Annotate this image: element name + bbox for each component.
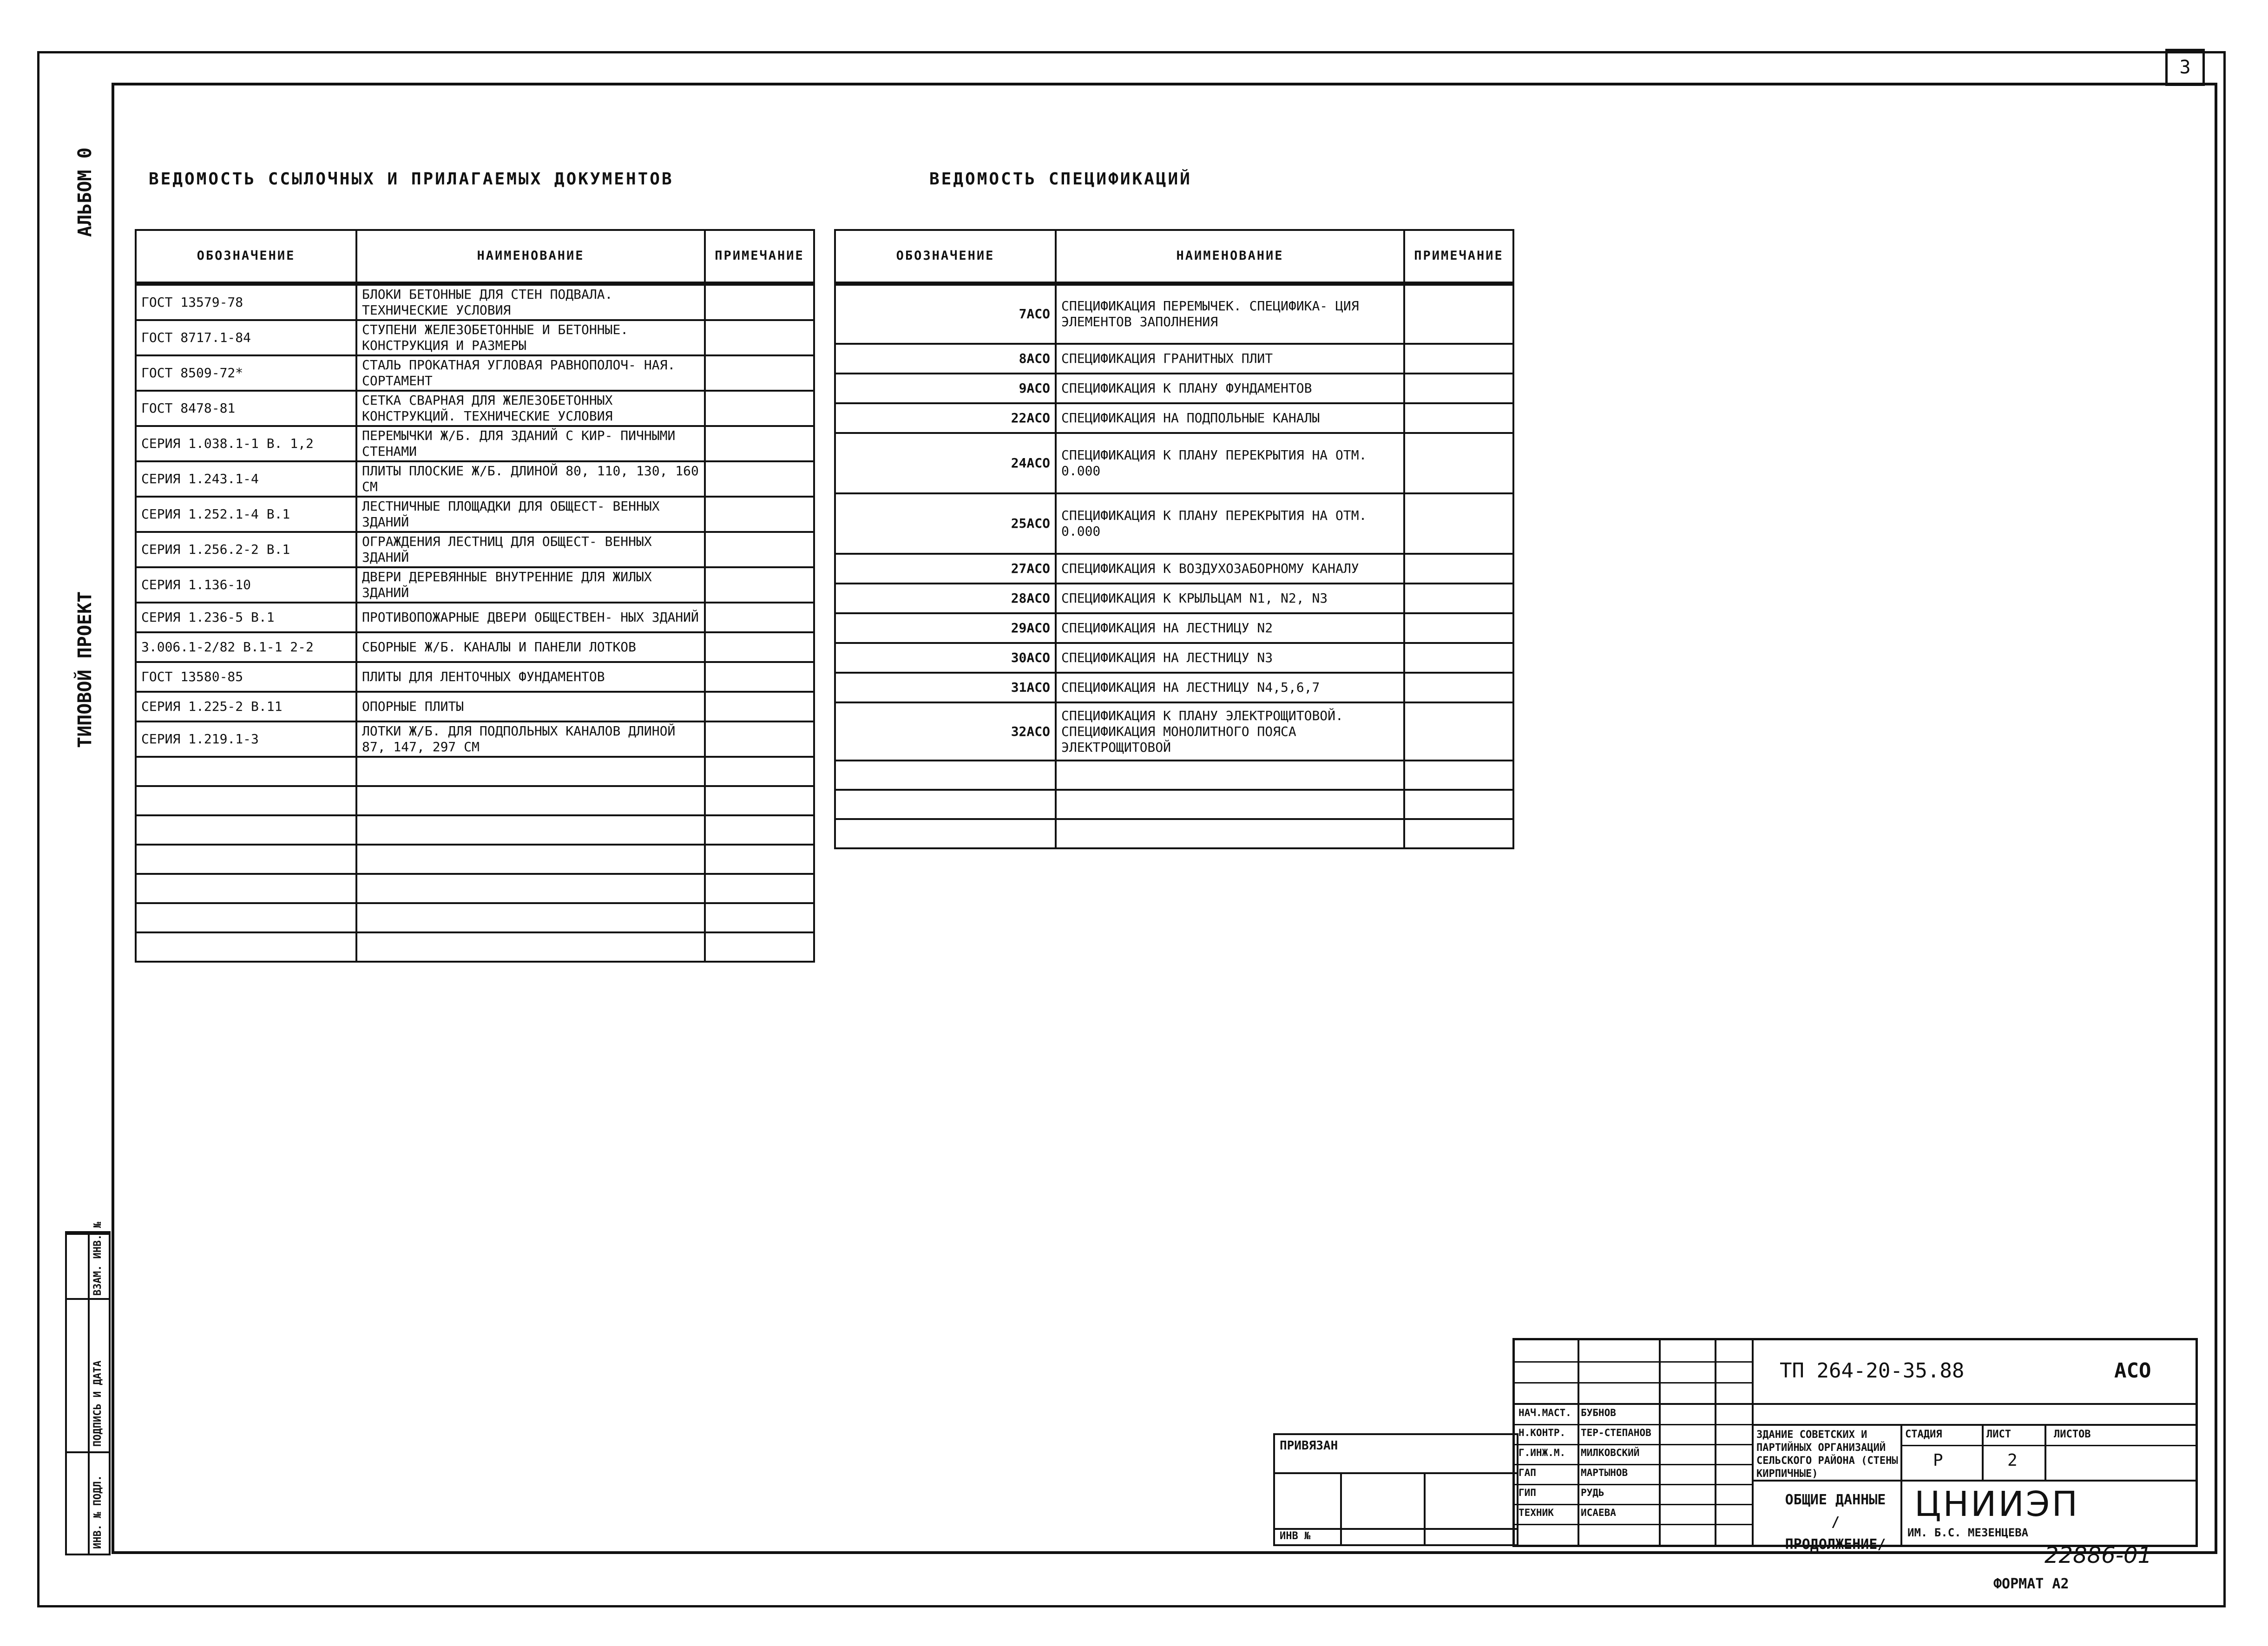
album-label: АЛЬБОМ 0 bbox=[74, 147, 96, 237]
table-row bbox=[136, 497, 814, 532]
cell-designation: 25АСО bbox=[835, 493, 1056, 554]
cell-designation: ГОСТ 8478-81 bbox=[136, 391, 356, 426]
cell-note bbox=[1404, 702, 1513, 761]
table-row bbox=[835, 643, 1513, 673]
cell-designation: 27АСО bbox=[835, 554, 1056, 584]
table-row bbox=[136, 461, 814, 497]
cell-designation: 28АСО bbox=[835, 584, 1056, 613]
project-code: ТП 264-20-35.88 bbox=[1780, 1359, 1965, 1383]
cell-designation: СЕРИЯ 1.243.1-4 bbox=[136, 461, 356, 497]
strip-inv-label: ИНВ. № ПОДЛ. bbox=[92, 1475, 104, 1549]
cell-note bbox=[705, 497, 814, 532]
cell-designation: 9АСО bbox=[835, 374, 1056, 403]
table-row bbox=[835, 344, 1513, 374]
cell-designation: СЕРИЯ 1.219.1-3 bbox=[136, 721, 356, 757]
table-row bbox=[136, 632, 814, 662]
cell-name: СПЕЦИФИКАЦИЯ К ВОЗДУХОЗАБОРНОМУ КАНАЛУ bbox=[1056, 554, 1404, 584]
cell-name: ДВЕРИ ДЕРЕВЯННЫЕ ВНУТРЕННИЕ ДЛЯ ЖИЛЫХ ЗДАНИЙ bbox=[356, 567, 705, 603]
organization-logo: ЦНИИЭП bbox=[1914, 1484, 2080, 1524]
cell-note bbox=[705, 603, 814, 632]
role-title: НАЧ.МАСТ. bbox=[1519, 1407, 1571, 1418]
cell-name: ПЛИТЫ ПЛОСКИЕ Ж/Б. ДЛИНОЙ 80, 110, 130, 160 СМ bbox=[356, 461, 705, 497]
cell-name: СПЕЦИФИКАЦИЯ ПЕРЕМЫЧЕК. СПЕЦИФИКА- ЦИЯ ЭЛЕМЕНТОВ ЗАПОЛНЕНИЯ bbox=[1056, 283, 1404, 344]
cell-note bbox=[705, 461, 814, 497]
table-row bbox=[835, 493, 1513, 554]
specifications-table bbox=[834, 229, 1514, 849]
table-row bbox=[136, 355, 814, 391]
cell-designation: СЕРИЯ 1.225-2 В.11 bbox=[136, 692, 356, 721]
empty-row bbox=[835, 761, 1513, 790]
cell-note bbox=[705, 632, 814, 662]
empty-row bbox=[136, 903, 814, 932]
table-row bbox=[835, 702, 1513, 761]
role-name: ИСАЕВА bbox=[1581, 1507, 1616, 1518]
role-title: Н.КОНТР. bbox=[1519, 1427, 1566, 1438]
role-name: БУБНОВ bbox=[1581, 1407, 1616, 1418]
binding-block bbox=[1273, 1433, 1519, 1546]
table-row bbox=[835, 613, 1513, 643]
cell-name: ЛЕСТНИЧНЫЕ ПЛОЩАДКИ ДЛЯ ОБЩЕСТ- ВЕННЫХ ЗДАНИЙ bbox=[356, 497, 705, 532]
sheet-title: ОБЩИЕ ДАННЫЕ /ПРОДОЛЖЕНИЕ/ bbox=[1785, 1492, 1886, 1553]
table-row bbox=[136, 320, 814, 355]
cell-name: СПЕЦИФИКАЦИЯ ГРАНИТНЫХ ПЛИТ bbox=[1056, 344, 1404, 374]
table-row bbox=[136, 567, 814, 603]
cell-designation: СЕРИЯ 1.252.1-4 В.1 bbox=[136, 497, 356, 532]
document-mark: АСО bbox=[2114, 1359, 2151, 1383]
cell-name: ПЛИТЫ ДЛЯ ЛЕНТОЧНЫХ ФУНДАМЕНТОВ bbox=[356, 662, 705, 692]
cell-name: ПРОТИВОПОЖАРНЫЕ ДВЕРИ ОБЩЕСТВЕН- НЫХ ЗДАНИЙ bbox=[356, 603, 705, 632]
cell-note bbox=[1404, 403, 1513, 433]
cell-designation: 31АСО bbox=[835, 673, 1056, 702]
empty-row bbox=[136, 786, 814, 815]
cell-name: БЛОКИ БЕТОННЫЕ ДЛЯ СТЕН ПОДВАЛА. ТЕХНИЧЕСКИЕ УСЛОВИЯ bbox=[356, 283, 705, 320]
cell-designation: ГОСТ 8717.1-84 bbox=[136, 320, 356, 355]
cell-note bbox=[705, 532, 814, 567]
col-header-name: НАИМЕНОВАНИЕ bbox=[356, 230, 705, 283]
empty-row bbox=[136, 815, 814, 845]
cell-note bbox=[1404, 554, 1513, 584]
cell-name: СТАЛЬ ПРОКАТНАЯ УГЛОВАЯ РАВНОПОЛОЧ- НАЯ. СОРТАМЕНТ bbox=[356, 355, 705, 391]
cell-designation: 29АСО bbox=[835, 613, 1056, 643]
empty-row bbox=[835, 819, 1513, 848]
cell-designation: 24АСО bbox=[835, 433, 1056, 493]
role-name: МАРТЫНОВ bbox=[1581, 1467, 1628, 1478]
cell-note bbox=[1404, 613, 1513, 643]
cell-name: ЛОТКИ Ж/Б. ДЛЯ ПОДПОЛЬНЫХ КАНАЛОВ ДЛИНОЙ 87, 147, 297 СМ bbox=[356, 721, 705, 757]
cell-name: ОГРАЖДЕНИЯ ЛЕСТНИЦ ДЛЯ ОБЩЕСТ- ВЕННЫХ ЗДАНИЙ bbox=[356, 532, 705, 567]
reference-documents-table bbox=[135, 229, 815, 963]
table-row bbox=[835, 403, 1513, 433]
cell-note bbox=[1404, 673, 1513, 702]
cell-name: СПЕЦИФИКАЦИЯ НА ЛЕСТНИЦУ N2 bbox=[1056, 613, 1404, 643]
role-title: Г.ИНЖ.М. bbox=[1519, 1447, 1566, 1458]
cell-note bbox=[1404, 344, 1513, 374]
cell-name: СЕТКА СВАРНАЯ ДЛЯ ЖЕЛЕЗОБЕТОННЫХ КОНСТРУКЦИЙ. ТЕХНИЧЕСКИЕ УСЛОВИЯ bbox=[356, 391, 705, 426]
approval-strip bbox=[65, 1222, 111, 1555]
cell-note bbox=[705, 662, 814, 692]
stage-label: СТАДИЯ bbox=[1905, 1429, 1942, 1440]
col-header-note: ПРИМЕЧАНИЕ bbox=[1404, 230, 1513, 283]
inv-label: ИНВ № bbox=[1280, 1530, 1311, 1542]
table-row bbox=[136, 603, 814, 632]
role-title: ГИП bbox=[1519, 1487, 1536, 1498]
cell-note bbox=[1404, 374, 1513, 403]
cell-note bbox=[705, 355, 814, 391]
table-row bbox=[136, 692, 814, 721]
col-header-designation: ОБОЗНАЧЕНИЕ bbox=[136, 230, 356, 283]
table-row bbox=[835, 433, 1513, 493]
table-row bbox=[136, 662, 814, 692]
format-label: ФОРМАТ А2 bbox=[1993, 1576, 2069, 1592]
cell-name: СПЕЦИФИКАЦИЯ НА ЛЕСТНИЦУ N4,5,6,7 bbox=[1056, 673, 1404, 702]
left-table-title: ВЕДОМОСТЬ ССЫЛОЧНЫХ И ПРИЛАГАЕМЫХ ДОКУМЕНТОВ bbox=[149, 170, 674, 189]
sheet-label: ЛИСТ bbox=[1986, 1429, 2011, 1440]
cell-note bbox=[705, 692, 814, 721]
cell-note bbox=[1404, 283, 1513, 344]
cell-note bbox=[705, 283, 814, 320]
cell-name: СТУПЕНИ ЖЕЛЕЗОБЕТОННЫЕ И БЕТОННЫЕ. КОНСТРУКЦИЯ И РАЗМЕРЫ bbox=[356, 320, 705, 355]
archive-number: 22886-01 bbox=[2044, 1542, 2152, 1568]
project-type-label: ТИПОВОЙ ПРОЕКТ bbox=[74, 591, 96, 748]
cell-note bbox=[705, 320, 814, 355]
role-title: ГАП bbox=[1519, 1467, 1536, 1478]
table-row bbox=[835, 374, 1513, 403]
building-name: ЗДАНИЕ СОВЕТСКИХ И ПАРТИЙНЫХ ОРГАНИЗАЦИЙ СЕЛЬСКОГО РАЙОНА (СТЕНЫ КИРПИЧНЫЕ) bbox=[1756, 1429, 1898, 1480]
table-row bbox=[835, 283, 1513, 344]
role-name: РУДЬ bbox=[1581, 1487, 1604, 1498]
cell-name: СПЕЦИФИКАЦИЯ К КРЫЛЬЦАМ N1, N2, N3 bbox=[1056, 584, 1404, 613]
cell-designation: СЕРИЯ 1.136-10 bbox=[136, 567, 356, 603]
stage-value: Р bbox=[1933, 1451, 1943, 1470]
binding-label: ПРИВЯЗАН bbox=[1280, 1439, 1338, 1453]
cell-name: СПЕЦИФИКАЦИЯ К ПЛАНУ ЭЛЕКТРОЩИТОВОЙ. СПЕЦИФИКАЦИЯ МОНОЛИТНОГО ПОЯСА ЭЛЕКТРОЩИТОВОЙ bbox=[1056, 702, 1404, 761]
cell-name: ОПОРНЫЕ ПЛИТЫ bbox=[356, 692, 705, 721]
cell-designation: СЕРИЯ 1.256.2-2 В.1 bbox=[136, 532, 356, 567]
col-header-designation: ОБОЗНАЧЕНИЕ bbox=[835, 230, 1056, 283]
cell-designation: 7АСО bbox=[835, 283, 1056, 344]
table-row bbox=[136, 391, 814, 426]
cell-name: СБОРНЫЕ Ж/Б. КАНАЛЫ И ПАНЕЛИ ЛОТКОВ bbox=[356, 632, 705, 662]
cell-name: ПЕРЕМЫЧКИ Ж/Б. ДЛЯ ЗДАНИЙ С КИР- ПИЧНЫМИ СТЕНАМИ bbox=[356, 426, 705, 461]
table-row bbox=[136, 426, 814, 461]
cell-name: СПЕЦИФИКАЦИЯ К ПЛАНУ ПЕРЕКРЫТИЯ НА ОТМ. 0.000 bbox=[1056, 493, 1404, 554]
empty-row bbox=[835, 790, 1513, 819]
table-row bbox=[136, 532, 814, 567]
table-row bbox=[136, 721, 814, 757]
role-title: ТЕХНИК bbox=[1519, 1507, 1554, 1518]
table-row bbox=[835, 584, 1513, 613]
sheet-number: 3 bbox=[2165, 49, 2205, 86]
title-block bbox=[1512, 1338, 2198, 1553]
cell-note bbox=[1404, 433, 1513, 493]
cell-designation: 3.006.1-2/82 В.1-1 2-2 bbox=[136, 632, 356, 662]
role-name: МИЛКОВСКИЙ bbox=[1581, 1447, 1640, 1458]
cell-note bbox=[705, 391, 814, 426]
organization-subtitle: ИМ. Б.С. МЕЗЕНЦЕВА bbox=[1907, 1526, 2029, 1539]
cell-note bbox=[1404, 493, 1513, 554]
cell-designation: СЕРИЯ 1.038.1-1 В. 1,2 bbox=[136, 426, 356, 461]
right-table-title: ВЕДОМОСТЬ СПЕЦИФИКАЦИЙ bbox=[929, 170, 1192, 189]
cell-designation: 30АСО bbox=[835, 643, 1056, 673]
col-header-name: НАИМЕНОВАНИЕ bbox=[1056, 230, 1404, 283]
sheets-label: ЛИСТОВ bbox=[2054, 1429, 2091, 1440]
strip-replace-label: ВЗАМ. ИНВ. № bbox=[92, 1222, 104, 1296]
cell-designation: 22АСО bbox=[835, 403, 1056, 433]
cell-designation: ГОСТ 13579-78 bbox=[136, 283, 356, 320]
cell-name: СПЕЦИФИКАЦИЯ НА ПОДПОЛЬНЫЕ КАНАЛЫ bbox=[1056, 403, 1404, 433]
cell-note bbox=[1404, 584, 1513, 613]
cell-note bbox=[705, 426, 814, 461]
table-row bbox=[835, 554, 1513, 584]
sheet-value: 2 bbox=[2007, 1451, 2018, 1470]
cell-name: СПЕЦИФИКАЦИЯ К ПЛАНУ ПЕРЕКРЫТИЯ НА ОТМ. 0.000 bbox=[1056, 433, 1404, 493]
cell-name: СПЕЦИФИКАЦИЯ К ПЛАНУ ФУНДАМЕНТОВ bbox=[1056, 374, 1404, 403]
col-header-note: ПРИМЕЧАНИЕ bbox=[705, 230, 814, 283]
cell-designation: 8АСО bbox=[835, 344, 1056, 374]
strip-sign-label: ПОДПИСЬ И ДАТА bbox=[92, 1360, 104, 1447]
cell-designation: 32АСО bbox=[835, 702, 1056, 761]
empty-row bbox=[136, 845, 814, 874]
cell-designation: ГОСТ 13580-85 bbox=[136, 662, 356, 692]
cell-note bbox=[1404, 643, 1513, 673]
cell-name: СПЕЦИФИКАЦИЯ НА ЛЕСТНИЦУ N3 bbox=[1056, 643, 1404, 673]
cell-note bbox=[705, 567, 814, 603]
role-name: ТЕР-СТЕПАНОВ bbox=[1581, 1427, 1651, 1438]
empty-row bbox=[136, 932, 814, 962]
cell-note bbox=[705, 721, 814, 757]
empty-row bbox=[136, 757, 814, 786]
cell-designation: ГОСТ 8509-72* bbox=[136, 355, 356, 391]
table-row bbox=[835, 673, 1513, 702]
cell-designation: СЕРИЯ 1.236-5 В.1 bbox=[136, 603, 356, 632]
table-row bbox=[136, 283, 814, 320]
empty-row bbox=[136, 874, 814, 903]
